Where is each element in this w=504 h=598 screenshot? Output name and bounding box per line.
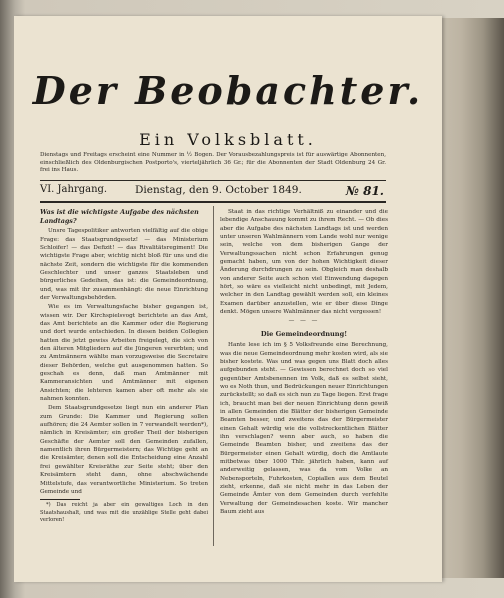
header-rule-bottom [40,201,386,203]
section-separator: — — — [288,318,320,325]
article-paragraph: Hante lese ich im § 5 Volksfreunde eine Berechnung, was die neue Gemeindeordnung mehr kosten wird, als sie bisher kostete. Was und was gegen uns Blatt doch alles aufgebunden steht. — Gewissen berechnet doch so viel gegenüber Amtsbenennen im Volk, daß es selbst sieht, wo es Noth thun, und Bedrückungen neuer Einrichtungen zurückstellt; so daß es sich nun zu Tage liegen. Erst frage ich, braucht man bei der neuen Einrichtung denn gewiß in allen Gemeinden die Blätter der bisherigen Gemeinde Beamten besser, und zweitens das der Bürgermeister einen Gehalt würdig wie die vollstreckentlichen Blätter ihn verschlagen? wenn aber auch, so haben die Gemeinde Beamten bisher, und zweitens das der Bürgermeister einen Gehalt würdig, doch die Amtlaute mitbetwas über 1000 Thlr. jährlich haben, kann auf anderweitig gelassen, was da vom Volke an Nebensporteln, Fuhrkosten, Copiallen aus dem Beutel zieht, erkenne, daß sie nicht mehr in das Leben der Gemeinde Ämter von dem Gemeinden durch verfehlte Verwaltung der Gemeindesachen koste. Wir mancher Baum zieht aus [220,342,388,516]
left-column [40,208,208,525]
article-heading: Die Gemeindeordnung! [260,329,348,338]
footnote-rule [40,499,80,500]
issue-date: Dienstag, den 9. October 1849. [135,184,302,196]
article-heading: Was ist die wichtigste Aufgabe des nächsten Landtags? [40,208,199,225]
footnote: *) Das reicht ja aber ein gewaltiges Loch in den Staatshaushalt, und was mit die unzählige Stelle geht dabei verloren! [40,502,208,523]
article-paragraph: Staat in das richtige Verhältniß zu einander und die lebendige Anschauung kommt zu ihrem Recht. — Ob dies aber die Aufgabe des nächsten Landtags ist und werden unter unseren Wahlmännern vom Lande wohl nur wenige sein, welche von dem bisherigen Gange der Verwaltungssachen nicht schon Erfahrungen genug gemacht haben, um von der hohen Wichtigkeit dieser Änderung durchdrungen zu sein. Obgleich man deshalb von anderer Seite auch schon viel Einwendung dagegen hört, so wäre es vielleicht nicht unbedingt, mit Jedem, welcher in den Landtag gewählt werden soll, ein kleines Examen darüber anzustellen, wie er über diese Dinge denkt. Mögen unsere Wahlmänner das nicht vergessen! [220,209,388,316]
subscription-info: Dienstags und Freitags erscheint eine Nummer in ½ Bogen. Der Vorausbezahlungspreis ist für auswärtige Abonnenten, einschließlich des Oldenburgischen Postporto's, vierteljährlich 36 Gr.; für die Abonnenten der Stadt Oldenburg 24 Gr. frei ins Haus. [40,152,386,174]
masthead-subtitle: Ein Volksblatt. [139,130,317,149]
masthead-title: Der Beobachter. [32,68,424,113]
column-divider [213,206,214,546]
volume-label: VI. Jahrgang. [40,184,108,195]
issue-number: № 81. [345,184,384,198]
article-paragraph: Wie es im Verwaltungsfache bisher gegangen ist, wissen wir. Der Kirchspielsvogt berichtete an das Amt, das Amt berichtete an die Kammer oder die Regierung und dort wurde entschieden. In diesen beiden Collegien hatten die jetzt gewiss Arbeiten freigelegt, die sich von den älteren Mitgliedern auf die Jüngeren vererbten; und zu Amtmännern wählte man vorzugsweise die Secretaire dieser Behörden, welche gut ausgenommen hatten. So geschah es denn, daß man Amtmänner mit Kammeransichten und Amtmänner mit eigenen Ansichten; die lehteren kamen aber oft mehr als sie nahmen konnten. [40,304,208,403]
article-paragraph: Dem Staatsgrundgesetze liegt nun ein anderer Plan zum Grunde: Die Kammer und Regierung sollen aufhören; die 24 Aemter sollen in 7 verwandelt werden*), nämlich in Kreisämter; ein großer Theil der bisherigen Geschäfte der Aemter soll den Gemeinden zufallen, namentlich ihren Bürgermeistern; das Wichtige geht an die Kreisämter, denen soll die Entscheidung eine Anzahl frei gewählter Kreisräthe zur Seite steht; über den Kreisämtern steht dann, ohne abschwächende Mittelstufe, das verantwortliche Ministerium. So treten Gemeinde und [40,405,208,495]
issue-info-row [40,184,386,200]
article-paragraph: Unsre Tagespolitiker antworten vielfältig auf die obige Frage: das Staatsgrundgesetz! — das Ministerium Schloifer! — das Defizit! — das Rivalitätsregiment! Die wichtigste Frage aber, wichtig nicht bloß für uns und die nächste Zeit, sondern die wichtigste für die kommenden Geschlechter und unser ganzes Staatsleben und bürgerliches Gedeihen, das ist: die Gemeindeordnung, und, was mit ihr zusammenhängt: die neue Einrichtung der Verwaltungsbehörden. [40,228,208,301]
book-page-edges [432,18,504,578]
header-rule-top [40,180,386,181]
right-column [220,208,388,517]
